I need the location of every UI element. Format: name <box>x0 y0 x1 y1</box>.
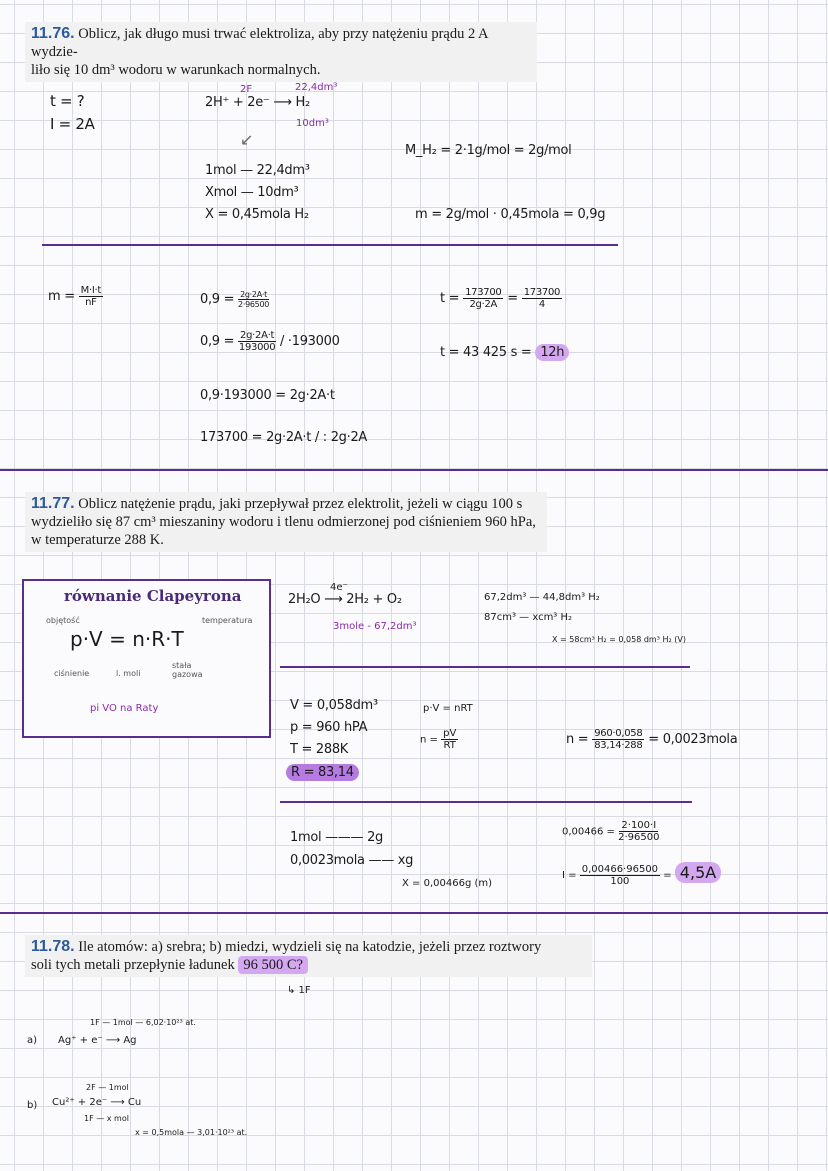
time-seconds: t = 43 425 s = <box>440 345 532 360</box>
numerator: 0,00466·96500 <box>581 863 659 875</box>
mass-proportion: 1mol ——— 2g <box>290 830 383 845</box>
task-text: w temperaturze 288 K. <box>31 532 164 548</box>
mass-result: X = 0,00466g (m) <box>402 878 493 889</box>
gas-constant: R = 83,14 <box>286 764 359 781</box>
n-calc <box>566 728 737 751</box>
task-number: 11.76. <box>31 25 75 42</box>
numerator: pV <box>443 728 457 739</box>
electrons-label: 4e⁻ <box>330 582 348 593</box>
proportion: Xmol — 10dm³ <box>205 185 299 200</box>
numerator: 2g·2A·t <box>240 330 275 341</box>
fraction <box>580 864 660 887</box>
denominator: 4 <box>538 299 545 310</box>
proportion-result: X = 0,45mola H₂ <box>205 207 309 222</box>
temperature: T = 288K <box>290 742 349 757</box>
section-divider <box>0 912 828 914</box>
mass-calc: m = 2g/mol · 0,45mola = 0,9g <box>415 207 606 222</box>
highlighted-charge: 96 500 C? <box>238 956 308 974</box>
mass-proportion: 0,0023mola —— xg <box>290 853 414 868</box>
fraction <box>618 820 659 843</box>
proportion: 87cm³ — xcm³ H₂ <box>484 612 573 623</box>
task-text: liło się 10 dm³ wodoru w warunkach normalnych. <box>31 62 321 78</box>
denominator: 2·96500 <box>618 832 660 843</box>
fraction <box>79 285 103 308</box>
highlighted-answer: 12h <box>535 344 569 361</box>
equation-2 <box>200 330 340 353</box>
divider <box>280 801 692 803</box>
lhs: 0,9 = <box>200 334 235 349</box>
section-divider <box>0 469 828 471</box>
part-b-proportion: 2F — 1mol <box>86 1083 129 1092</box>
divider <box>42 244 618 246</box>
formula-lhs: m = <box>48 289 75 304</box>
fraction <box>238 330 276 353</box>
task-text: soli tych metali przepłynie ładunek <box>31 957 235 973</box>
part-a-proportion: 1F — 1mol — 6,02·10²³ at. <box>90 1018 196 1027</box>
task-text: Oblicz natężenie prądu, jaki przepływał przez elektrolit, jeżeli w ciągu 100 s <box>78 496 523 512</box>
faraday-label: 2F <box>240 84 253 95</box>
volume-label: 22,4dm³ <box>295 82 338 93</box>
denominator: 2·96500 <box>238 300 270 309</box>
task-11-76-statement <box>25 22 537 82</box>
task-11-77-statement <box>25 492 547 552</box>
current-eq <box>562 820 659 843</box>
numerator: 173700 <box>523 287 561 298</box>
rhs: = 0,0023mola <box>648 732 738 747</box>
fraction <box>238 290 269 309</box>
divider <box>280 666 690 668</box>
label-moles: l. moli <box>116 669 141 678</box>
equation-3: 0,9·193000 = 2g·2A·t <box>200 388 335 403</box>
time-result <box>440 345 569 360</box>
part-b-proportion: 1F — x mol <box>84 1114 129 1123</box>
reaction: 2H⁺ + 2e⁻ ⟶ H₂ <box>205 95 310 110</box>
lhs: 0,9 = <box>200 292 235 307</box>
numerator: 960·0,058 <box>594 728 643 739</box>
lhs: t = <box>440 291 460 306</box>
volume: V = 0,058dm³ <box>290 698 378 713</box>
formula-m <box>48 285 103 308</box>
volume-label: 10dm³ <box>296 118 329 129</box>
task-text: Ile atomów: a) srebra; b) miedzi, wydzieli się na katodzie, jeżeli przez roztwory <box>78 939 542 955</box>
numerator: 2g·2A·t <box>240 290 267 299</box>
pressure: p = 960 hPA <box>290 720 368 735</box>
part-b-label: b) <box>27 1100 38 1111</box>
proportion: 1mol — 22,4dm³ <box>205 163 310 178</box>
molar-mass: M_H₂ = 2·1g/mol = 2g/mol <box>405 143 572 158</box>
numerator: M·I·t <box>80 285 101 296</box>
equation-4: 173700 = 2g·2A·t / : 2g·2A <box>200 430 368 445</box>
label-gas-constant: stała gazowa <box>172 661 203 679</box>
moles-volume: 3mole - 67,2dm³ <box>333 621 417 632</box>
denominator: 193000 <box>238 342 276 353</box>
given-current: I = 2A <box>50 115 95 133</box>
equation: p·V = n·R·T <box>70 627 184 651</box>
equation-1 <box>200 290 269 309</box>
task-number: 11.77. <box>31 495 75 512</box>
arrow-icon: ↙ <box>240 130 254 149</box>
numerator: 2·100·I <box>621 820 657 831</box>
mnemonic: pi VO na Raty <box>90 703 159 714</box>
given-t: t = ? <box>50 92 85 110</box>
part-a-reaction: Ag⁺ + e⁻ ⟶ Ag <box>58 1035 137 1046</box>
denominator: 100 <box>610 875 630 887</box>
numerator: 173700 <box>465 287 502 298</box>
part-b-result: x = 0,5mola — 3,01·10²³ at. <box>135 1128 248 1137</box>
lhs: 0,00466 = <box>562 826 615 838</box>
fraction <box>522 287 562 310</box>
n-formula <box>420 728 458 751</box>
label-volume: objętość <box>46 616 80 625</box>
task-text: Oblicz, jak długo musi trwać elektroliza, aby przy natężeniu prądu 2 A wydzie- <box>31 26 488 60</box>
fraction <box>463 287 503 310</box>
part-b-reaction: Cu²⁺ + 2e⁻ ⟶ Cu <box>52 1097 142 1108</box>
fraction <box>441 728 458 751</box>
denominator: 2g·2A <box>469 299 498 310</box>
label-temperature: temperatura <box>202 616 253 625</box>
proportion-result: X = 58cm³ H₂ = 0,058 dm³ H₂ (V) <box>552 635 686 644</box>
fraction <box>592 728 644 751</box>
lhs: n = <box>566 732 589 747</box>
current-calc: I = $\frac{0,00466\cdot 96500}{100}$ = 4,5A <box>562 863 721 887</box>
rhs: / ·193000 <box>279 334 340 349</box>
lhs: I = <box>562 870 577 881</box>
lhs: n = <box>420 734 438 746</box>
task-text: wydzieliło się 87 cm³ mieszaniny wodoru i tlenu odmierzonej pod ciśnieniem 960 hPa, <box>31 514 536 530</box>
ideal-gas-law: p·V = nRT <box>423 703 473 714</box>
denominator: nF <box>85 297 97 308</box>
reaction: 2H₂O ⟶ 2H₂ + O₂ <box>288 592 402 607</box>
box-title: równanie Clapeyrona <box>64 587 242 605</box>
denominator: RT <box>443 740 456 751</box>
denominator: 83,14·288 <box>594 740 643 751</box>
clapeyron-box <box>22 579 271 738</box>
part-a-label: a) <box>27 1035 38 1046</box>
highlighted-answer: 4,5A <box>675 862 721 883</box>
time-calc: t = $\frac{173700}{2g\cdot 2A}$ = $\frac{173700}{4}$ <box>440 287 561 310</box>
task-number: 11.78. <box>31 938 75 955</box>
label-pressure: ciśnienie <box>54 669 90 678</box>
task-11-78-statement <box>25 935 592 977</box>
faraday-note: ↳ 1F <box>287 985 311 996</box>
proportion: 67,2dm³ — 44,8dm³ H₂ <box>484 592 600 603</box>
